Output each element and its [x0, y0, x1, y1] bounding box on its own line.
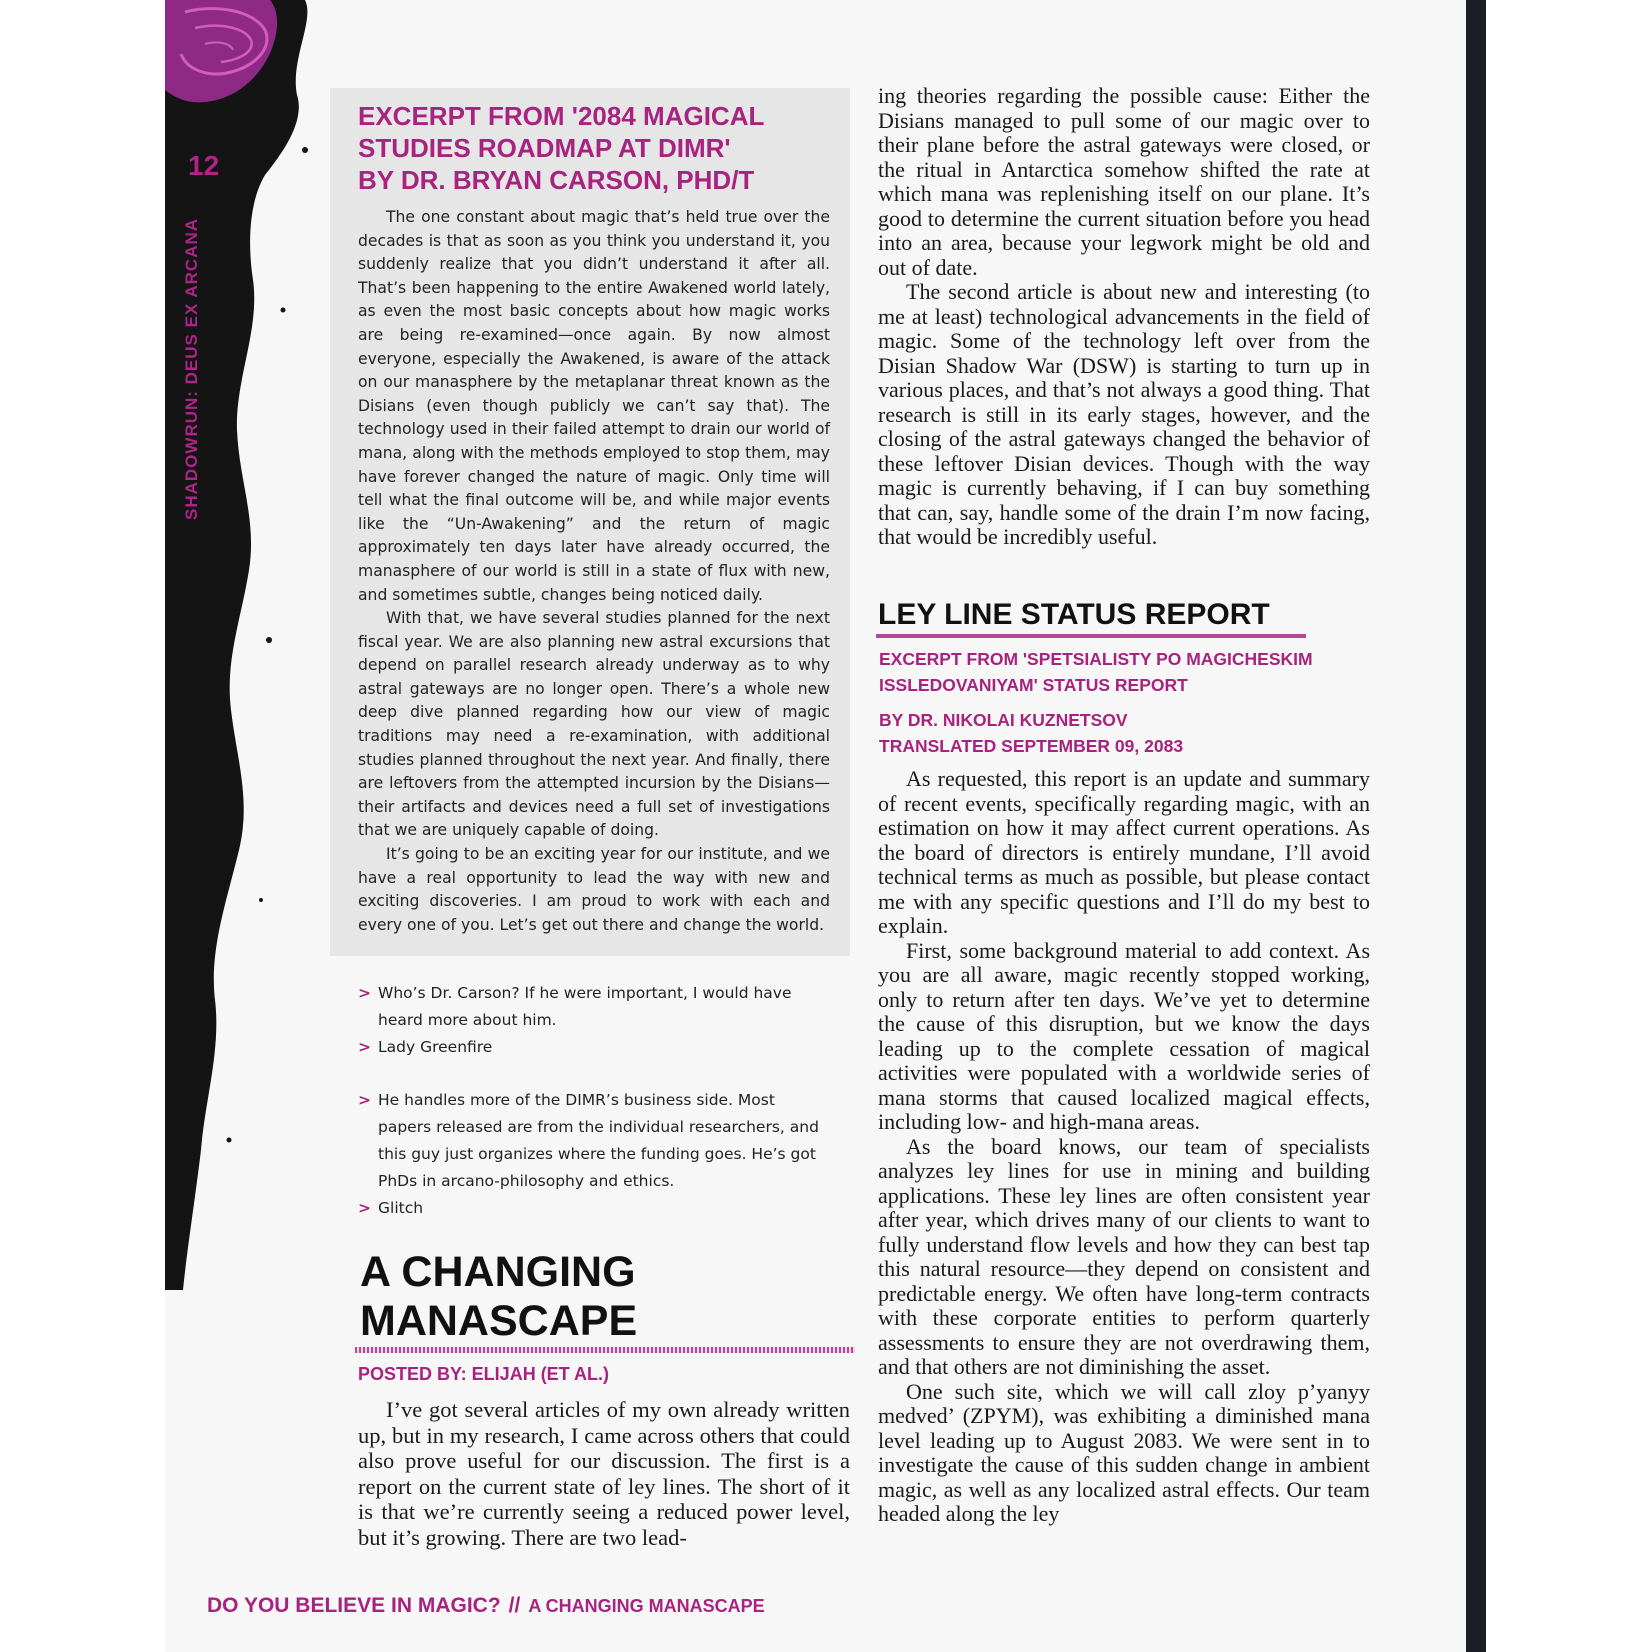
- chevron-right-icon: >: [358, 984, 371, 1002]
- sidebox-paragraph: With that, we have several studies planned for the next fiscal year. We are also planning new astral excursions that depend on parallel research already underway as to why astral gateways are no longer open. There’s a whole new deep dive planned regarding how our view of magic traditions may need a re-examination, with additional studies planned throughout the next year. And finally, there are leftovers from the attempted incursion by the Disians—their artifacts and devices need a full set of investigations that we are uniquely capable of doing.: [358, 609, 830, 840]
- sidebox-heading-line: EXCERPT FROM '2084 MAGICAL: [358, 101, 765, 131]
- report-body: [878, 767, 1370, 1527]
- body-paragraph: First, some background material to add context. As you are all aware, magic recently stopped working, only to return after ten days. We’ve yet to determine the cause of this disruption, but we know the days leading up to the complete cessation of magical activities were populated with a worldwide series of mana storms that caused localized magical effects, including low- and high-mana areas.: [878, 937, 1370, 1134]
- body-paragraph: One such site, which we will call zloy p’yanyy medved’ (ZPYM), was exhibiting a diminished mana level leading up to August 2083. We were sent in to investigate the cause of this sudden change in ambient magic, as well as any localized astral effects. Our team headed along the ley: [878, 1378, 1370, 1526]
- report-byline-line: TRANSLATED SEPTEMBER 09, 2083: [879, 736, 1184, 756]
- report-subheading-line: ISSLEDOVANIYAM' STATUS REPORT: [879, 675, 1188, 695]
- comment-author: [358, 1034, 828, 1061]
- comment-author-name: Glitch: [378, 1199, 424, 1217]
- section-heading-line: A CHANGING: [360, 1248, 636, 1296]
- report-subheading-line: EXCERPT FROM 'SPETSIALISTY PO MAGICHESKIM: [879, 649, 1313, 669]
- sidebox-paragraph: It’s going to be an exciting year for our institute, and we have a real opportunity to lead the way with new and exciting discoveries. I am proud to work with each and every one of you. Let’s get out there and change the world.: [358, 845, 830, 934]
- report-byline: [879, 707, 1183, 759]
- heading-underline: [876, 634, 1306, 638]
- footer-section: A CHANGING MANASCAPE: [528, 1596, 765, 1616]
- body-paragraph: As the board knows, our team of specialists analyzes ley lines for use in mining and building applications. These ley lines are often consistent year after year, which drives many of our clients to want to fully understand flow levels and how they can best tap this natural resource—they depend on consistent and predictable energy. We often have long-term contracts with these corporate entities to perform quarterly assessments to ensure they are not overdrawing them, and that others are not diminishing the asset.: [878, 1133, 1370, 1379]
- book-title-vertical: SHADOWRUN: DEUS EX ARCANA: [182, 217, 201, 520]
- body-paragraph: The second article is about new and interesting (to me at least) technological advancements in the field of magic. Some of the technology left over from the Disian Shadow War (DSW) is starting to turn up in various places, and that’s not always a good thing. That research is still in its early stages, however, and the closing of the astral gateways changed the behavior of these leftover Disian devices. Though with the way magic is currently behaving, if I can buy something that can, say, handle some of the drain I’m now facing, that would be incredibly useful.: [878, 279, 1370, 549]
- comment-author-name: Lady Greenfire: [378, 1038, 493, 1056]
- report-subheading: [879, 646, 1313, 698]
- ink-splatter-decoration: [165, 0, 340, 1290]
- chevron-right-icon: >: [358, 1038, 371, 1056]
- comment-author: [358, 1195, 828, 1222]
- section-heading-changing-manascape: [360, 1248, 637, 1346]
- comment-text: [358, 980, 828, 1034]
- posted-by: POSTED BY: ELIJAH (ET AL.): [358, 1364, 610, 1384]
- body-paragraph-continued: ing theories regarding the possible cause: Either the Disians managed to pull some of our magic over to their plane before the astral gateways were closed, or the ritual in Antarctica somehow shifted the rate at which mana was replenishing itself on our plane. It’s good to determine the current situation before you head into an area, because your legwork might be old and out of date.: [878, 83, 1370, 280]
- sidebox-heading-line: BY DR. BRYAN CARSON, PHD/T: [358, 165, 755, 195]
- comment-body: He handles more of the DIMR’s business side. Most papers released are from the individual researchers, and this guy just organizes where the funding goes. He’s got PhDs in arcano-philosophy and ethics.: [378, 1091, 819, 1190]
- sidebox-paragraph: The one constant about magic that’s held true over the decades is that as soon as you think you understand it, you suddenly realize that you didn’t understand it after all. That’s been happening to the entire Awakened world lately, as even the most basic concepts about how magic works are being re-examined—once again. By now almost everyone, especially the Awakened, is aware of the attack on our manasphere by the metaplanar threat known as the Disians (even though publicly we can’t say that). The technology used in their failed attempt to drain our world of mana, along with the methods employed to stop them, may have forever changed the nature of magic. Only time will tell what the final outcome will be, and while major events like the “Un-Awakening” and the return of magic approximately ten days later have already occurred, the manasphere of our world is still in a state of flux with new, and sometimes subtle, changes being noticed daily.: [358, 208, 830, 604]
- chevron-right-icon: >: [358, 1199, 371, 1217]
- heading-underline: [355, 1347, 855, 1353]
- jackpoint-comments: [358, 980, 828, 1222]
- sidebox-heading: [358, 100, 828, 196]
- chevron-right-icon: >: [358, 1091, 371, 1109]
- sidebox-body: [358, 206, 830, 937]
- footer-chapter: DO YOU BELIEVE IN MAGIC?: [207, 1594, 501, 1617]
- section-heading-ley-line: LEY LINE STATUS REPORT: [878, 598, 1270, 631]
- comment-text: [358, 1087, 828, 1195]
- body-paragraph: I’ve got several articles of my own already written up, but in my research, I came across others that could also prove useful for our discussion. The first is a report on the current state of ley lines. The short of it is that we’re currently seeing a reduced power level, but it’s growing. There are two lead-: [358, 1397, 850, 1550]
- footer-separator: //: [508, 1594, 521, 1617]
- page-footer: [207, 1594, 765, 1618]
- report-byline-line: BY DR. NIKOLAI KUZNETSOV: [879, 710, 1128, 730]
- section-heading-line: MANASCAPE: [360, 1297, 638, 1345]
- body-paragraph: As requested, this report is an update and summary of recent events, specifically regarding magic, with an estimation on how it may affect current operations. As the board of directors is entirely mundane, I’ll avoid technical terms as much as possible, but please contact me with any specific questions and I’ll do my best to explain.: [878, 766, 1370, 938]
- page-edge-bar: [1466, 0, 1486, 1652]
- column2-body: [878, 84, 1370, 550]
- comment-body: Who’s Dr. Carson? If he were important, I would have heard more about him.: [378, 984, 792, 1029]
- column1-body: [358, 1397, 850, 1550]
- sidebox-heading-line: STUDIES ROADMAP AT DIMR': [358, 133, 731, 163]
- page-number: 12: [188, 150, 220, 181]
